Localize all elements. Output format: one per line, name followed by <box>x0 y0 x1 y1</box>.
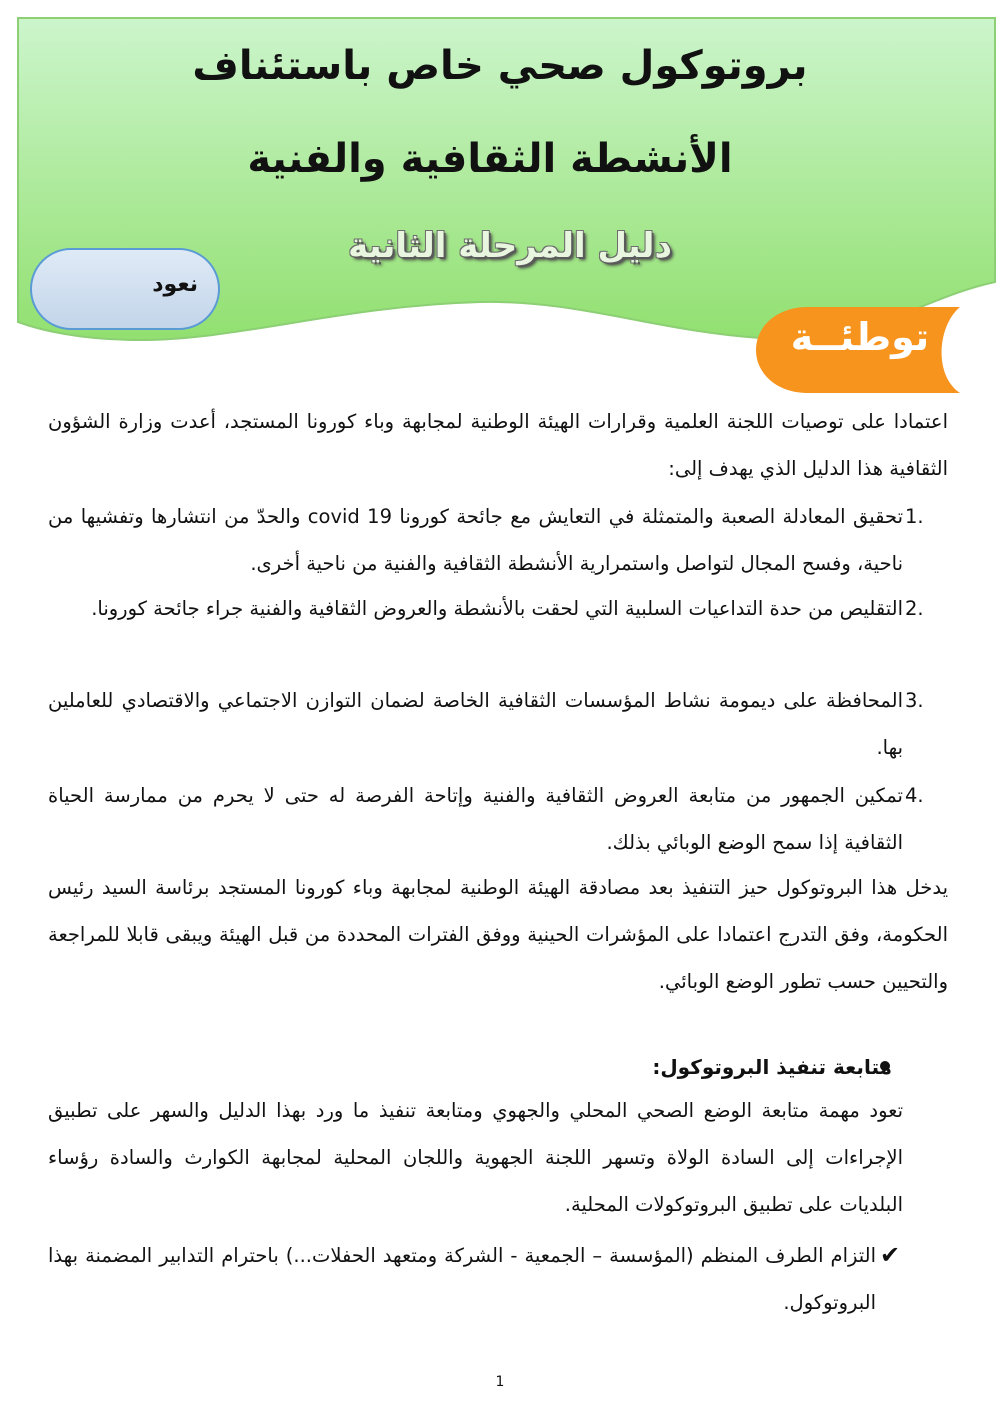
intro-heading: توطئــة <box>790 315 930 359</box>
return-button[interactable] <box>30 248 220 330</box>
goal-number: 4. <box>905 784 924 807</box>
document-title-line1: بروتوكول صحي خاص باستئناف <box>192 43 808 89</box>
document-title-line2: الأنشطة الثقافية والفنية <box>247 136 733 182</box>
goal-number: 2. <box>905 597 924 620</box>
document-subtitle: دليل المرحلة الثانية <box>348 226 672 266</box>
goal-item: تمكين الجمهور من متابعة العروض الثقافية والفنية وإتاحة الفرصة له حتى لا يحرم من ممارسة الحياة الثقافية إذا سمح الوضع الوبائي بذلك. <box>48 784 903 854</box>
follow-up-heading: متابعة تنفيذ البروتوكول: <box>652 1055 892 1079</box>
goal-item: التقليص من حدة التداعيات السلبية التي لحقت بالأنشطة والعروض الثقافية والفنية جراء جائحة كورونا. <box>91 597 903 620</box>
checkmark-icon: ✔ <box>880 1241 901 1269</box>
goal-number: 1. <box>905 505 924 528</box>
goal-item: تحقيق المعادلة الصعبة والمتمثلة في التعايش مع جائحة كورونا covid 19 والحدّ من انتشارها وتفشيها من ناحية، وفسح المجال لتواصل واستمرارية الأنشطة الثقافية والفنية من ناحية أخرى. <box>48 505 903 575</box>
page-number: 1 <box>495 1374 505 1390</box>
return-button-label: نعود <box>152 272 198 297</box>
goal-item: المحافظة على ديمومة نشاط المؤسسات الثقافية الخاصة لضمان التوازن الاجتماعي والاقتصادي للعاملين بها. <box>48 689 903 759</box>
goal-number: 3. <box>905 689 924 712</box>
follow-up-paragraph: تعود مهمة متابعة الوضع الصحي المحلي والجهوي ومتابعة تنفيذ ما ورد بهذا الدليل والسهر على تطبيق الإجراءات إلى السادة الولاة وتسهر اللجنة الجهوية واللجان المحلية لمجابهة الكوارث والسادة رؤساء البلديات على تطبيق البروتوكولات المحلية. <box>48 1099 903 1216</box>
intro-paragraph: اعتمادا على توصيات اللجنة العلمية وقرارات الهيئة الوطنية لمجابهة وباء كورونا المستجد، أعدت وزارة الشؤون الثقافية هذا الدليل الذي يهدف إلى: <box>48 410 948 480</box>
enforcement-paragraph: يدخل هذا البروتوكول حيز التنفيذ بعد مصادقة الهيئة الوطنية لمجابهة وباء كورونا المستجد برئاسة السيد رئيس الحكومة، وفق التدرج اعتمادا على المؤشرات الحينية ووفق الفترات المحددة من قبل الهيئة ويبقى قابلا للمراجعة والتحيين حسب تطور الوضع الوبائي. <box>48 876 948 993</box>
commitment-paragraph: التزام الطرف المنظم (المؤسسة – الجمعية - الشركة ومتعهد الحفلات...) باحترام التدابير المضمنة بهذا البروتوكول. <box>48 1244 876 1314</box>
